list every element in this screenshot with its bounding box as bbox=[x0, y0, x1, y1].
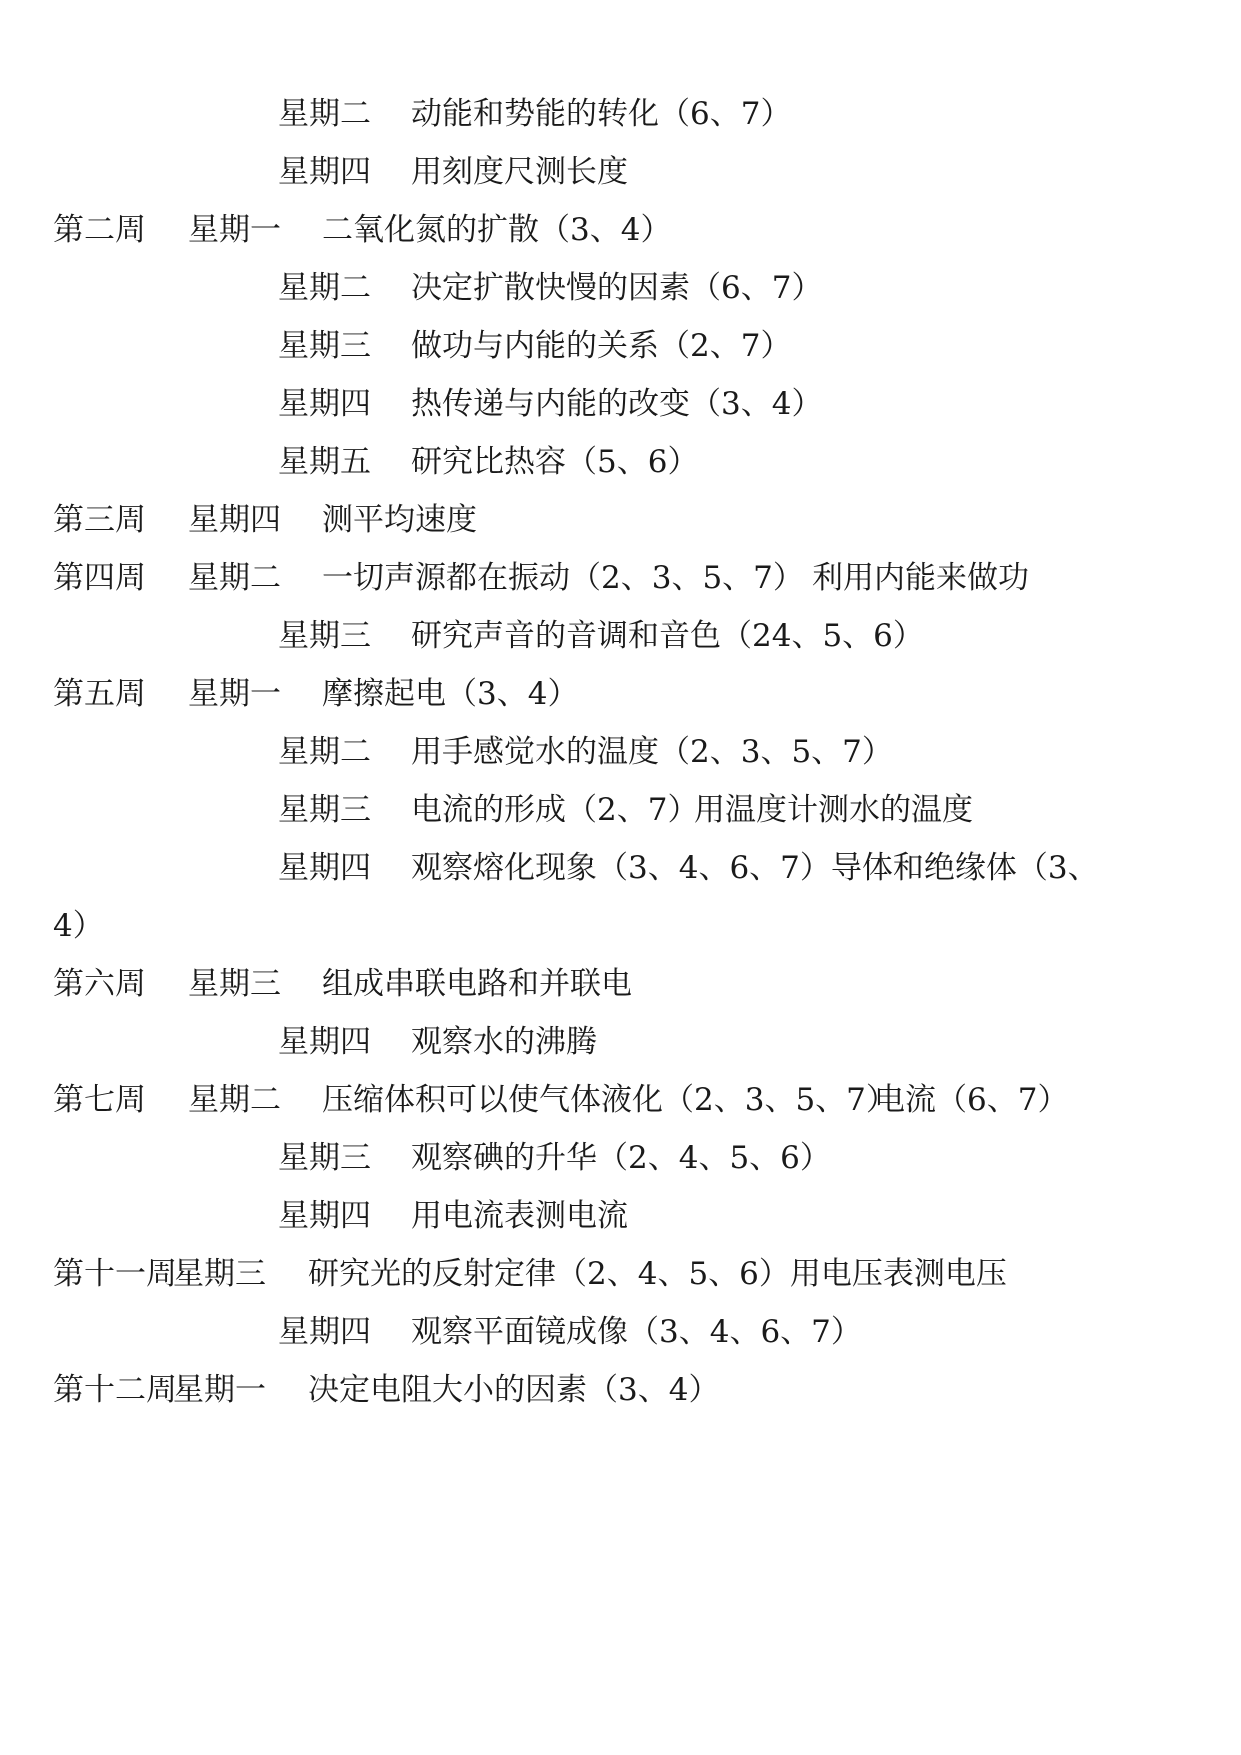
day-label: 星期五 bbox=[278, 444, 371, 480]
activity-text: 二氧化氮的扩散（3、4） bbox=[322, 212, 672, 248]
schedule-line bbox=[0, 616, 1241, 656]
week-label: 第十一周 bbox=[53, 1256, 177, 1292]
activity-text: 决定电阻大小的因素（3、4） bbox=[308, 1372, 720, 1408]
day-label: 星期四 bbox=[278, 386, 371, 422]
activity-text: 测平均速度 bbox=[322, 502, 477, 538]
schedule-line bbox=[0, 558, 1241, 598]
schedule-line bbox=[0, 906, 1241, 946]
schedule-line bbox=[0, 674, 1241, 714]
schedule-line bbox=[0, 152, 1241, 192]
activity-text: 用刻度尺测长度 bbox=[411, 154, 628, 190]
activity-text: 观察水的沸腾 bbox=[411, 1024, 597, 1060]
schedule-line bbox=[0, 1022, 1241, 1062]
activity-text: 组成串联电路和并联电 bbox=[322, 966, 632, 1002]
day-label: 星期三 bbox=[278, 328, 371, 364]
day-label: 星期一 bbox=[188, 676, 281, 712]
day-label: 星期一 bbox=[173, 1372, 266, 1408]
day-label: 星期三 bbox=[278, 618, 371, 654]
schedule-line bbox=[0, 268, 1241, 308]
week-label: 第二周 bbox=[53, 212, 146, 248]
activity-text: 动能和势能的转化（6、7） bbox=[411, 96, 792, 132]
day-label: 星期二 bbox=[278, 270, 371, 306]
activity-text: 研究声音的音调和音色（24、5、6） bbox=[411, 618, 924, 654]
activity-text: 电流的形成（2、7） bbox=[411, 792, 699, 828]
activity-text: 一切声源都在振动（2、3、5、7） bbox=[322, 560, 804, 596]
schedule-line bbox=[0, 1254, 1241, 1294]
activity-text: 研究光的反射定律（2、4、5、6）用电压表测电压 bbox=[308, 1256, 1007, 1292]
day-label: 星期三 bbox=[188, 966, 281, 1002]
schedule-line bbox=[0, 384, 1241, 424]
activity-text: 摩擦起电（3、4） bbox=[322, 676, 579, 712]
day-label: 星期三 bbox=[278, 1140, 371, 1176]
week-label: 第六周 bbox=[53, 966, 146, 1002]
activity-text: 用手感觉水的温度（2、3、5、7） bbox=[411, 734, 893, 770]
schedule-line bbox=[0, 1312, 1241, 1352]
schedule-line bbox=[0, 1370, 1241, 1410]
week-label: 第十二周 bbox=[53, 1372, 177, 1408]
schedule-line bbox=[0, 1138, 1241, 1178]
week-label: 第七周 bbox=[53, 1082, 146, 1118]
schedule-line bbox=[0, 1080, 1241, 1120]
schedule-line bbox=[0, 326, 1241, 366]
week-label: 第五周 bbox=[53, 676, 146, 712]
day-label: 星期四 bbox=[278, 850, 371, 886]
schedule-line bbox=[0, 790, 1241, 830]
day-label: 星期四 bbox=[188, 502, 281, 538]
continuation-text: 4） bbox=[53, 908, 104, 944]
activity-text: 决定扩散快慢的因素（6、7） bbox=[411, 270, 823, 306]
day-label: 星期二 bbox=[278, 96, 371, 132]
activity-text: 用电流表测电流 bbox=[411, 1198, 628, 1234]
day-label: 星期四 bbox=[278, 1198, 371, 1234]
schedule-line bbox=[0, 442, 1241, 482]
schedule-line bbox=[0, 210, 1241, 250]
schedule-line bbox=[0, 1196, 1241, 1236]
activity-text: 压缩体积可以使气体液化（2、3、5、7） bbox=[322, 1082, 897, 1118]
day-label: 星期二 bbox=[188, 560, 281, 596]
day-label: 星期三 bbox=[278, 792, 371, 828]
activity-text: 研究比热容（5、6） bbox=[411, 444, 699, 480]
day-label: 星期四 bbox=[278, 154, 371, 190]
day-label: 星期二 bbox=[188, 1082, 281, 1118]
day-label: 星期四 bbox=[278, 1024, 371, 1060]
day-label: 星期四 bbox=[278, 1314, 371, 1350]
activity-text: 观察平面镜成像（3、4、6、7） bbox=[411, 1314, 862, 1350]
schedule-line bbox=[0, 94, 1241, 134]
schedule-line bbox=[0, 964, 1241, 1004]
activity-text: 观察碘的升华（2、4、5、6） bbox=[411, 1140, 831, 1176]
schedule-line bbox=[0, 732, 1241, 772]
schedule-line bbox=[0, 500, 1241, 540]
activity-text: 观察熔化现象（3、4、6、7）导体和绝缘体（3、 bbox=[411, 850, 1099, 886]
activity-text: 热传递与内能的改变（3、4） bbox=[411, 386, 823, 422]
schedule-line bbox=[0, 848, 1241, 888]
week-label: 第四周 bbox=[53, 560, 146, 596]
extra-activity-text: 利用内能来做功 bbox=[812, 560, 1029, 596]
day-label: 星期三 bbox=[173, 1256, 266, 1292]
day-label: 星期二 bbox=[278, 734, 371, 770]
activity-text: 做功与内能的关系（2、7） bbox=[411, 328, 792, 364]
extra-activity-text: 用温度计测水的温度 bbox=[694, 792, 973, 828]
day-label: 星期一 bbox=[188, 212, 281, 248]
week-label: 第三周 bbox=[53, 502, 146, 538]
extra-activity-text: 电流（6、7） bbox=[874, 1082, 1069, 1118]
